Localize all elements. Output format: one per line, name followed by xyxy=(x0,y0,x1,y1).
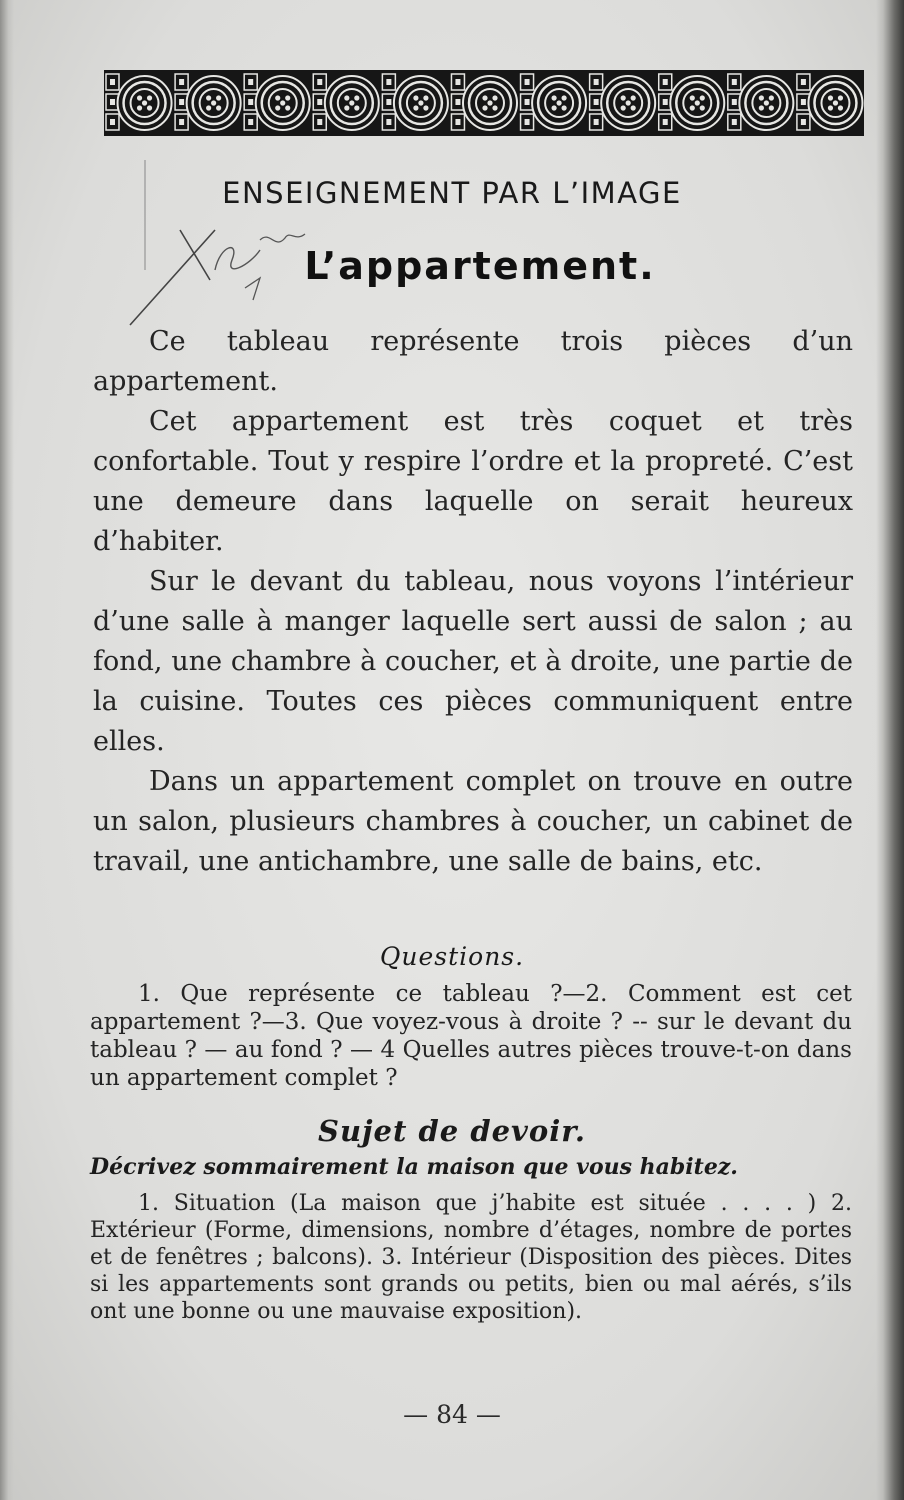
assignment-paragraph: 1. Situation (La maison que j’habite est située . . . . ) 2. Extérieur (Forme, dimensions, nombre d’étages, nombre de portes et de fenêtres ; balcons). 3. Intérieur (Disposition des pièces. Dites si les appartements sont grands ou petits, bien ou mal aérés, s’ils ont une bonne ou une mauvaise exposition). xyxy=(90,1191,852,1324)
main-text xyxy=(93,322,853,882)
assignment-text xyxy=(90,1190,852,1325)
paragraph: Ce tableau représente trois pièces d’un appartement. xyxy=(93,326,853,397)
page-number: — 84 — xyxy=(403,1400,501,1429)
section-header: ENSEIGNEMENT PAR L’IMAGE xyxy=(222,176,682,210)
assignment-heading: Sujet de devoir. xyxy=(318,1114,586,1148)
paragraph: Dans un appartement complet on trouve en outre un salon, plusieurs chambres à coucher, un cabinet de travail, une antichambre, une salle de bains, etc. xyxy=(93,766,853,877)
questions-paragraph: 1. Que représente ce tableau ?—2. Comment est cet appartement ?—3. Que voyez-vous à droite ? -- sur le devant du tableau ? — au fond ? — 4 Quelles autres pièces trouve-t-on dans un appartement complet ? xyxy=(90,981,852,1091)
ornament-frieze-icon xyxy=(104,70,864,136)
assignment-subtitle: Décrivez sommairement la maison que vous habitez. xyxy=(90,1154,738,1180)
questions-heading: Questions. xyxy=(379,942,525,971)
questions-text xyxy=(90,980,852,1092)
decorative-border xyxy=(104,70,864,136)
paragraph: Sur le devant du tableau, nous voyons l’intérieur d’une salle à manger laquelle sert aussi de salon ; au fond, une chambre à coucher, et à droite, une partie de la cuisine. Toutes ces pièces communiquent entre elles. xyxy=(93,566,853,757)
paragraph: Cet appartement est très coquet et très confortable. Tout y respire l’ordre et la propreté. C’est une demeure dans laquelle on serait heureux d’habiter. xyxy=(93,406,853,557)
page-title: L’appartement. xyxy=(304,244,656,288)
page-left-edge xyxy=(0,0,14,1500)
page-right-edge xyxy=(876,0,904,1500)
